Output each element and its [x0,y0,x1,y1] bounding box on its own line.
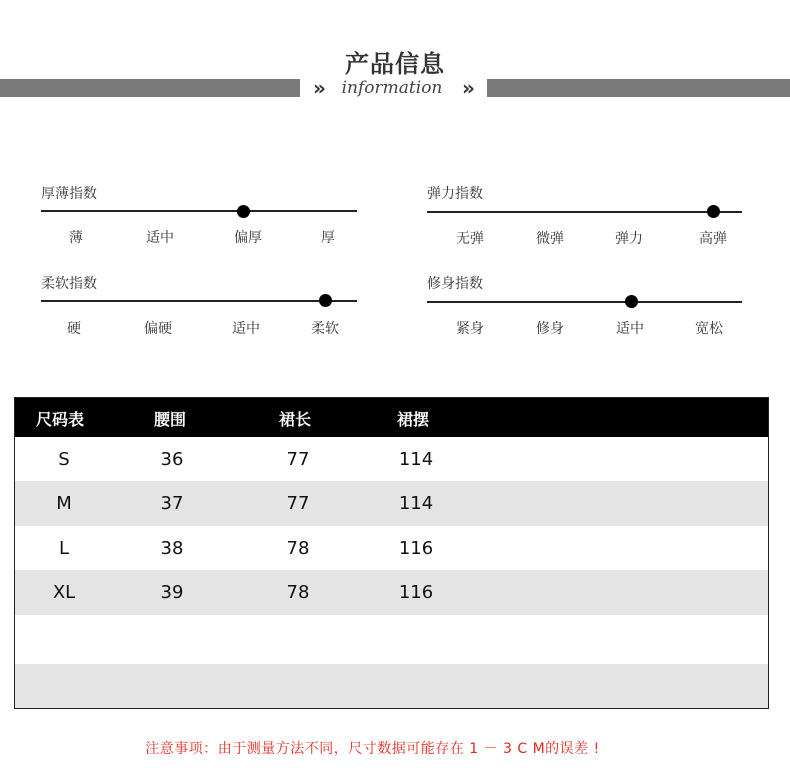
table-cell: 77 [286,493,310,514]
index-option: 适中 [146,230,174,246]
chevron-right-icon: » [462,76,475,100]
measurement-note: 注意事项：由于测量方法不同，尺寸数据可能存在 1 － 3 C M的误差 ! [145,741,600,757]
table-header-cell: 裙长 [279,410,312,429]
index-marker [237,205,250,218]
table-row [15,664,768,709]
table-cell: 78 [286,538,310,559]
header-bar-right [487,79,790,97]
table-cell: 116 [398,538,434,559]
table-header-cell: 裙摆 [397,410,430,429]
index-option: 薄 [69,230,83,246]
table-row [15,526,768,571]
index-option: 无弹 [456,231,484,247]
table-cell: M [56,493,72,514]
table-row [15,570,768,615]
index-option: 适中 [616,321,644,337]
index-label: 修身指数 [427,276,483,292]
index-track [41,300,357,302]
table-cell: 114 [398,493,434,514]
index-option: 厚 [321,230,335,246]
table-row [15,481,768,526]
table-cell: 114 [398,449,434,470]
table-cell: S [58,449,70,470]
index-option: 硬 [67,321,81,337]
index-option: 偏硬 [144,321,172,337]
index-track [41,210,357,212]
chevron-left-icon: » [313,76,326,100]
table-header-cell: 腰围 [154,410,187,429]
index-option: 高弹 [699,231,727,247]
index-label: 厚薄指数 [41,186,97,202]
index-option: 修身 [536,321,564,337]
index-label: 弹力指数 [427,186,483,202]
table-row [15,615,768,660]
index-marker [625,295,638,308]
index-track [427,211,742,213]
table-header-cell: 尺码表 [36,410,85,429]
table-cell: 39 [160,582,184,603]
header-bar-left [0,79,300,97]
index-option: 适中 [232,321,260,337]
table-cell: 116 [398,582,434,603]
index-track [427,301,742,303]
table-cell: 78 [286,582,310,603]
table-header [15,398,768,437]
index-marker [707,205,720,218]
index-option: 微弹 [536,231,564,247]
size-table [14,397,769,709]
table-cell: 77 [286,449,310,470]
index-option: 偏厚 [234,230,262,246]
table-cell: 38 [160,538,184,559]
table-row [15,437,768,482]
table-cell: L [58,538,70,559]
table-cell: 37 [160,493,184,514]
index-option: 紧身 [456,321,484,337]
page-title: 产品信息 [345,50,445,78]
index-option: 宽松 [695,321,723,337]
table-cell: 36 [160,449,184,470]
page-subtitle: information [341,78,443,98]
index-marker [319,294,332,307]
index-label: 柔软指数 [41,276,97,292]
table-cell: XL [52,582,76,603]
index-option: 弹力 [615,231,643,247]
index-option: 柔软 [311,321,339,337]
